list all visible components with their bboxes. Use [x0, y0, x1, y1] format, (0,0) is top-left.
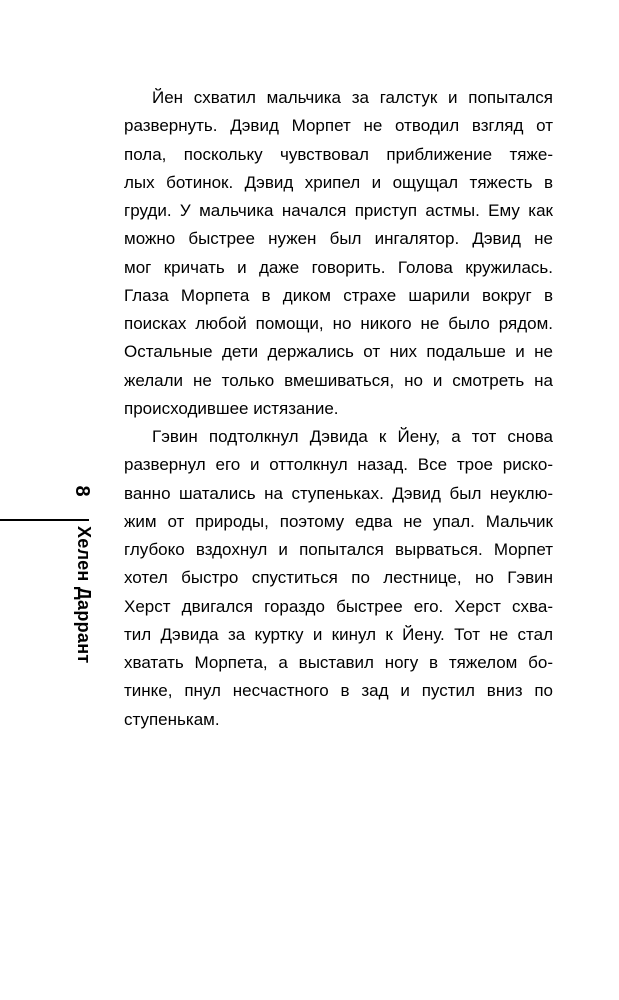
text-line: Йен схватил мальчика за галстук и попытался — [152, 88, 553, 107]
text-line: груди. У мальчика начался приступ астмы. Ему как — [124, 201, 553, 220]
text-line: лых ботинок. Дэвид хрипел и ощущал тяжесть в — [124, 172, 553, 192]
text-line: желали не только вмешиваться, но и смотреть на — [124, 370, 553, 390]
text-line: хватать Морпета, а выставил ногу в тяжелом бо- — [124, 653, 553, 672]
text-line: мог кричать и даже говорить. Голова кружилась. — [124, 257, 553, 277]
body-text — [124, 84, 553, 734]
text-line: происходившее истязание. — [124, 398, 339, 418]
text-line: Херст двигался гораздо быстрее его. Херст схва- — [124, 596, 553, 616]
text-line: ступенькам. — [124, 709, 220, 729]
paragraph-2 — [124, 423, 553, 734]
running-head-author: Хелен Даррант — [74, 526, 94, 664]
text-line: развернул его и оттолкнул назад. Все трое риско- — [124, 455, 553, 475]
text-line: пола, поскольку чувствовал приближение тяже- — [124, 144, 553, 164]
page-number: 8 — [71, 485, 93, 497]
margin-rule — [0, 519, 89, 521]
text-line: глубоко вздохнул и попытался вырваться. Морпет — [124, 540, 553, 559]
paragraph-1 — [124, 84, 553, 423]
text-line: хотел быстро спуститься по лестнице, но Гэвин — [124, 568, 553, 588]
text-line: ванно шатались на ступеньках. Дэвид был неуклю- — [124, 483, 553, 503]
text-line: тинке, пнул несчастного в зад и пустил вниз по — [124, 681, 553, 701]
text-line: тил Дэвида за куртку и кинул к Йену. Тот не стал — [124, 624, 553, 644]
text-line: Гэвин подтолкнул Дэвида к Йену, а тот снова — [152, 427, 553, 446]
text-line: поисках любой помощи, но никого не было рядом. — [124, 314, 553, 333]
text-line: жим от природы, поэтому едва не упал. Мальчик — [124, 511, 553, 531]
text-line: можно быстрее нужен был ингалятор. Дэвид не — [124, 229, 553, 249]
text-line: Остальные дети держались от них подальше и не — [124, 342, 553, 362]
text-line: Глаза Морпета в диком страхе шарили вокруг в — [124, 285, 553, 305]
text-line: развернуть. Дэвид Морпет не отводил взгляд от — [124, 116, 553, 136]
